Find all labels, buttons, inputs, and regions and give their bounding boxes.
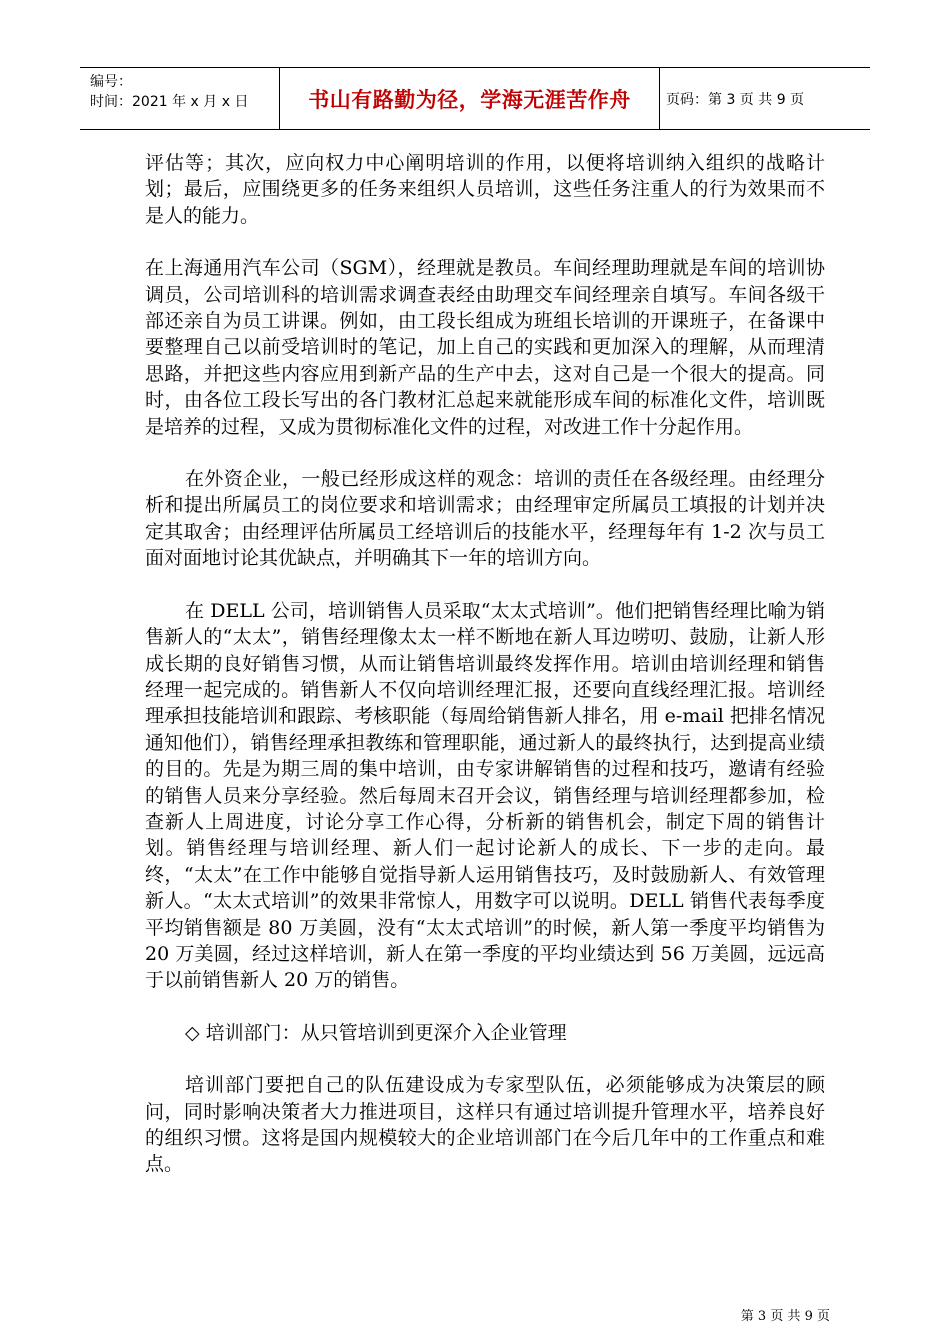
header-page-code: [660, 68, 870, 129]
section-heading: ◇ 培训部门：从只管培训到更深介入企业管理: [185, 1021, 567, 1044]
page-code-label: 页码：第 3 页 共 9 页: [666, 91, 805, 108]
document-date-label: 时间：2021 年 x 月 x 日: [90, 94, 249, 110]
footer-page-number: 第 3 页 共 9 页: [740, 1309, 830, 1324]
page-footer: [741, 1305, 830, 1324]
header-motto: 书山有路勤为径，学海无涯苦作舟: [308, 87, 631, 112]
document-body: [145, 150, 825, 1178]
document-number-label: 编号：: [90, 74, 132, 90]
paragraph-dell: 在 DELL 公司，培训销售人员采取“太太式培训”。他们把销售经理比喻为销售新人的“太太”，销售经理像太太一样不断地在新人耳边唠叨、鼓励，让新人形成长期的良好销售习惯，从而让销售培训最终发挥作用。培训由培训经理和销售经理一起完成的。销售新人不仅向培训经理汇报，还要向直线经理汇报。培训经理承担技能培训和跟踪、考核职能（每周给销售新人排名，用 e-mail 把排名情况通知他们），销售经理承担教练和管理职能，通过新人的最终执行，达到提高业绩的目的。先是为期三周的集中培训，由专家讲解销售的过程和技巧，邀请有经验的销售人员来分享经验。然后每周末召开会议，销售经理与培训经理都参加，检查新人上周进度，讨论分享工作心得，分析新的销售机会，制定下周的销售计划。销售经理与培训经理、新人们一起讨论新人的成长、下一步的走向。最终，“太太”在工作中能够自觉指导新人运用销售技巧，及时鼓励新人、有效管理新人。“太太式培训”的效果非常惊人，用数字可以说明。DELL 销售代表每季度平均销售额是 80 万美圆，没有“太太式培训”的时候，新人第一季度平均销售为 20 万美圆，经过这样培训，新人在第一季度的平均业绩达到 56 万美圆，远远高于以前销售新人 20 万的销售。: [145, 599, 825, 992]
header-motto-cell: [280, 68, 660, 129]
paragraph-training-department: 培训部门要把自己的队伍建设成为专家型队伍，必须能够成为决策层的顾问，同时影响决策者大力推进项目，这样只有通过培训提升管理水平，培养良好的组织习惯。这将是国内规模较大的企业培训部门在今后几年中的工作重点和难点。: [145, 1074, 825, 1176]
paragraph-sgm: 在上海通用汽车公司（SGM），经理就是教员。车间经理助理就是车间的培训协调员，公司培训科的培训需求调查表经由助理交车间经理亲自填写。车间各级干部还亲自为员工讲课。例如，由工段长组成为班组长培训的开课班子，在备课中要整理自己以前受培训时的笔记，加上自己的实践和更加深入的理解，从而理清思路，并把这些内容应用到新产品的生产中去，这对自己是一个很大的提高。同时，由各位工段长写出的各门教材汇总起来就能形成车间的标准化文件，培训既是培养的过程，又成为贯彻标准化文件的过程，对改进工作十分起作用。: [145, 257, 825, 438]
header-meta: [80, 68, 280, 129]
paragraph-continuation: 评估等；其次，应向权力中心阐明培训的作用，以便将培训纳入组织的战略计划；最后，应围绕更多的任务来组织人员培训，这些任务注重人的行为效果而不是人的能力。: [145, 152, 825, 227]
paragraph-foreign-enterprise: 在外资企业，一般已经形成这样的观念：培训的责任在各级经理。由经理分析和提出所属员工的岗位要求和培训需求；由经理审定所属员工填报的计划并决定其取舍；由经理评估所属员工经培训后的技能水平，经理每年有 1-2 次与员工面对面地讨论其优缺点，并明确其下一年的培训方向。: [145, 468, 825, 570]
page-header: [80, 67, 870, 130]
